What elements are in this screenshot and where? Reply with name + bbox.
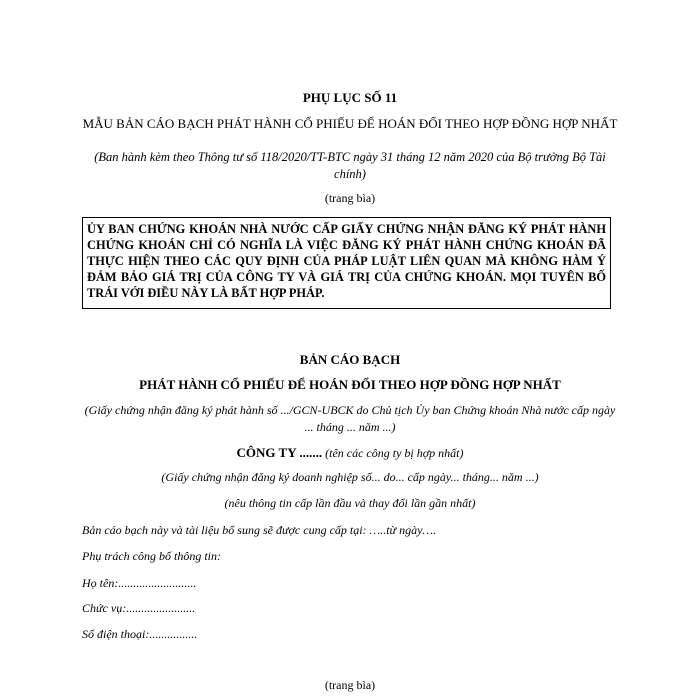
cover-label-top: (trang bìa) <box>324 191 376 205</box>
position-field: Chức vụ:....................... <box>82 601 196 615</box>
availability-line: Bản cáo bạch này và tài liệu bổ sung sẽ được cung cấp tại: …..từ ngày…. <box>82 523 437 537</box>
issuance-note: (Ban hành kèm theo Thông tư số 118/2020/TT-BTC ngày 31 tháng 12 năm 2020 của Bộ trưởng Bộ Tài chính) <box>94 150 606 181</box>
certificate-note: (Giấy chứng nhận đăng ký phát hành số .../GCN-UBCK do Chủ tịch Ủy ban Chứng khoán Nhà nước cấp ngày ... tháng ... năm ...) <box>84 403 616 434</box>
prospectus-subtitle: PHÁT HÀNH CỔ PHIẾU ĐỂ HOÁN ĐỔI THEO HỢP ĐỒNG HỢP NHẤT <box>139 377 561 392</box>
company-name: CÔNG TY ....... <box>236 445 323 460</box>
company-line <box>82 445 618 461</box>
prospectus-title: BẢN CÁO BẠCH <box>299 352 401 367</box>
first-info-note: (nêu thông tin cấp lần đầu và thay đổi lần gần nhất) <box>224 496 476 510</box>
disclosure-label: Phụ trách công bố thông tin: <box>82 549 221 563</box>
cover-label-bottom: (trang bìa) <box>324 678 376 692</box>
phone-field: Số điện thoại:................ <box>82 627 198 641</box>
business-certificate-note: (Giấy chứng nhận đăng ký doanh nghiệp số... do... cấp ngày... tháng... năm ...) <box>161 470 539 484</box>
form-title: MẪU BẢN CÁO BẠCH PHÁT HÀNH CỔ PHIẾU ĐỂ HOÁN ĐỔI THEO HỢP ĐỒNG HỢP NHẤT <box>82 116 618 131</box>
appendix-title: PHỤ LỤC SỐ 11 <box>302 90 398 105</box>
company-hint: (tên các công ty bị hợp nhất) <box>325 446 464 460</box>
fullname-field: Họ tên:.......................... <box>82 576 197 590</box>
legal-warning-box: ỦY BAN CHỨNG KHOÁN NHÀ NƯỚC CẤP GIẤY CHỨNG NHẬN ĐĂNG KÝ PHÁT HÀNH CHỨNG KHOÁN CHỈ CÓ NGHĨA LÀ VIỆC ĐĂNG KÝ PHÁT HÀNH CHỨNG KHOÁN ĐÃ THỰC HIỆN THEO CÁC QUY ĐỊNH CỦA PHÁP LUẬT LIÊN QUAN MÀ KHÔNG HÀM Ý ĐẢM BẢO GIÁ TRỊ CỦA CÔNG TY VÀ GIÁ TRỊ CỦA CHỨNG KHOÁN. MỌI TUYÊN BỐ TRÁI VỚI ĐIỀU NÀY LÀ BẤT HỢP PHÁP. <box>82 217 611 309</box>
